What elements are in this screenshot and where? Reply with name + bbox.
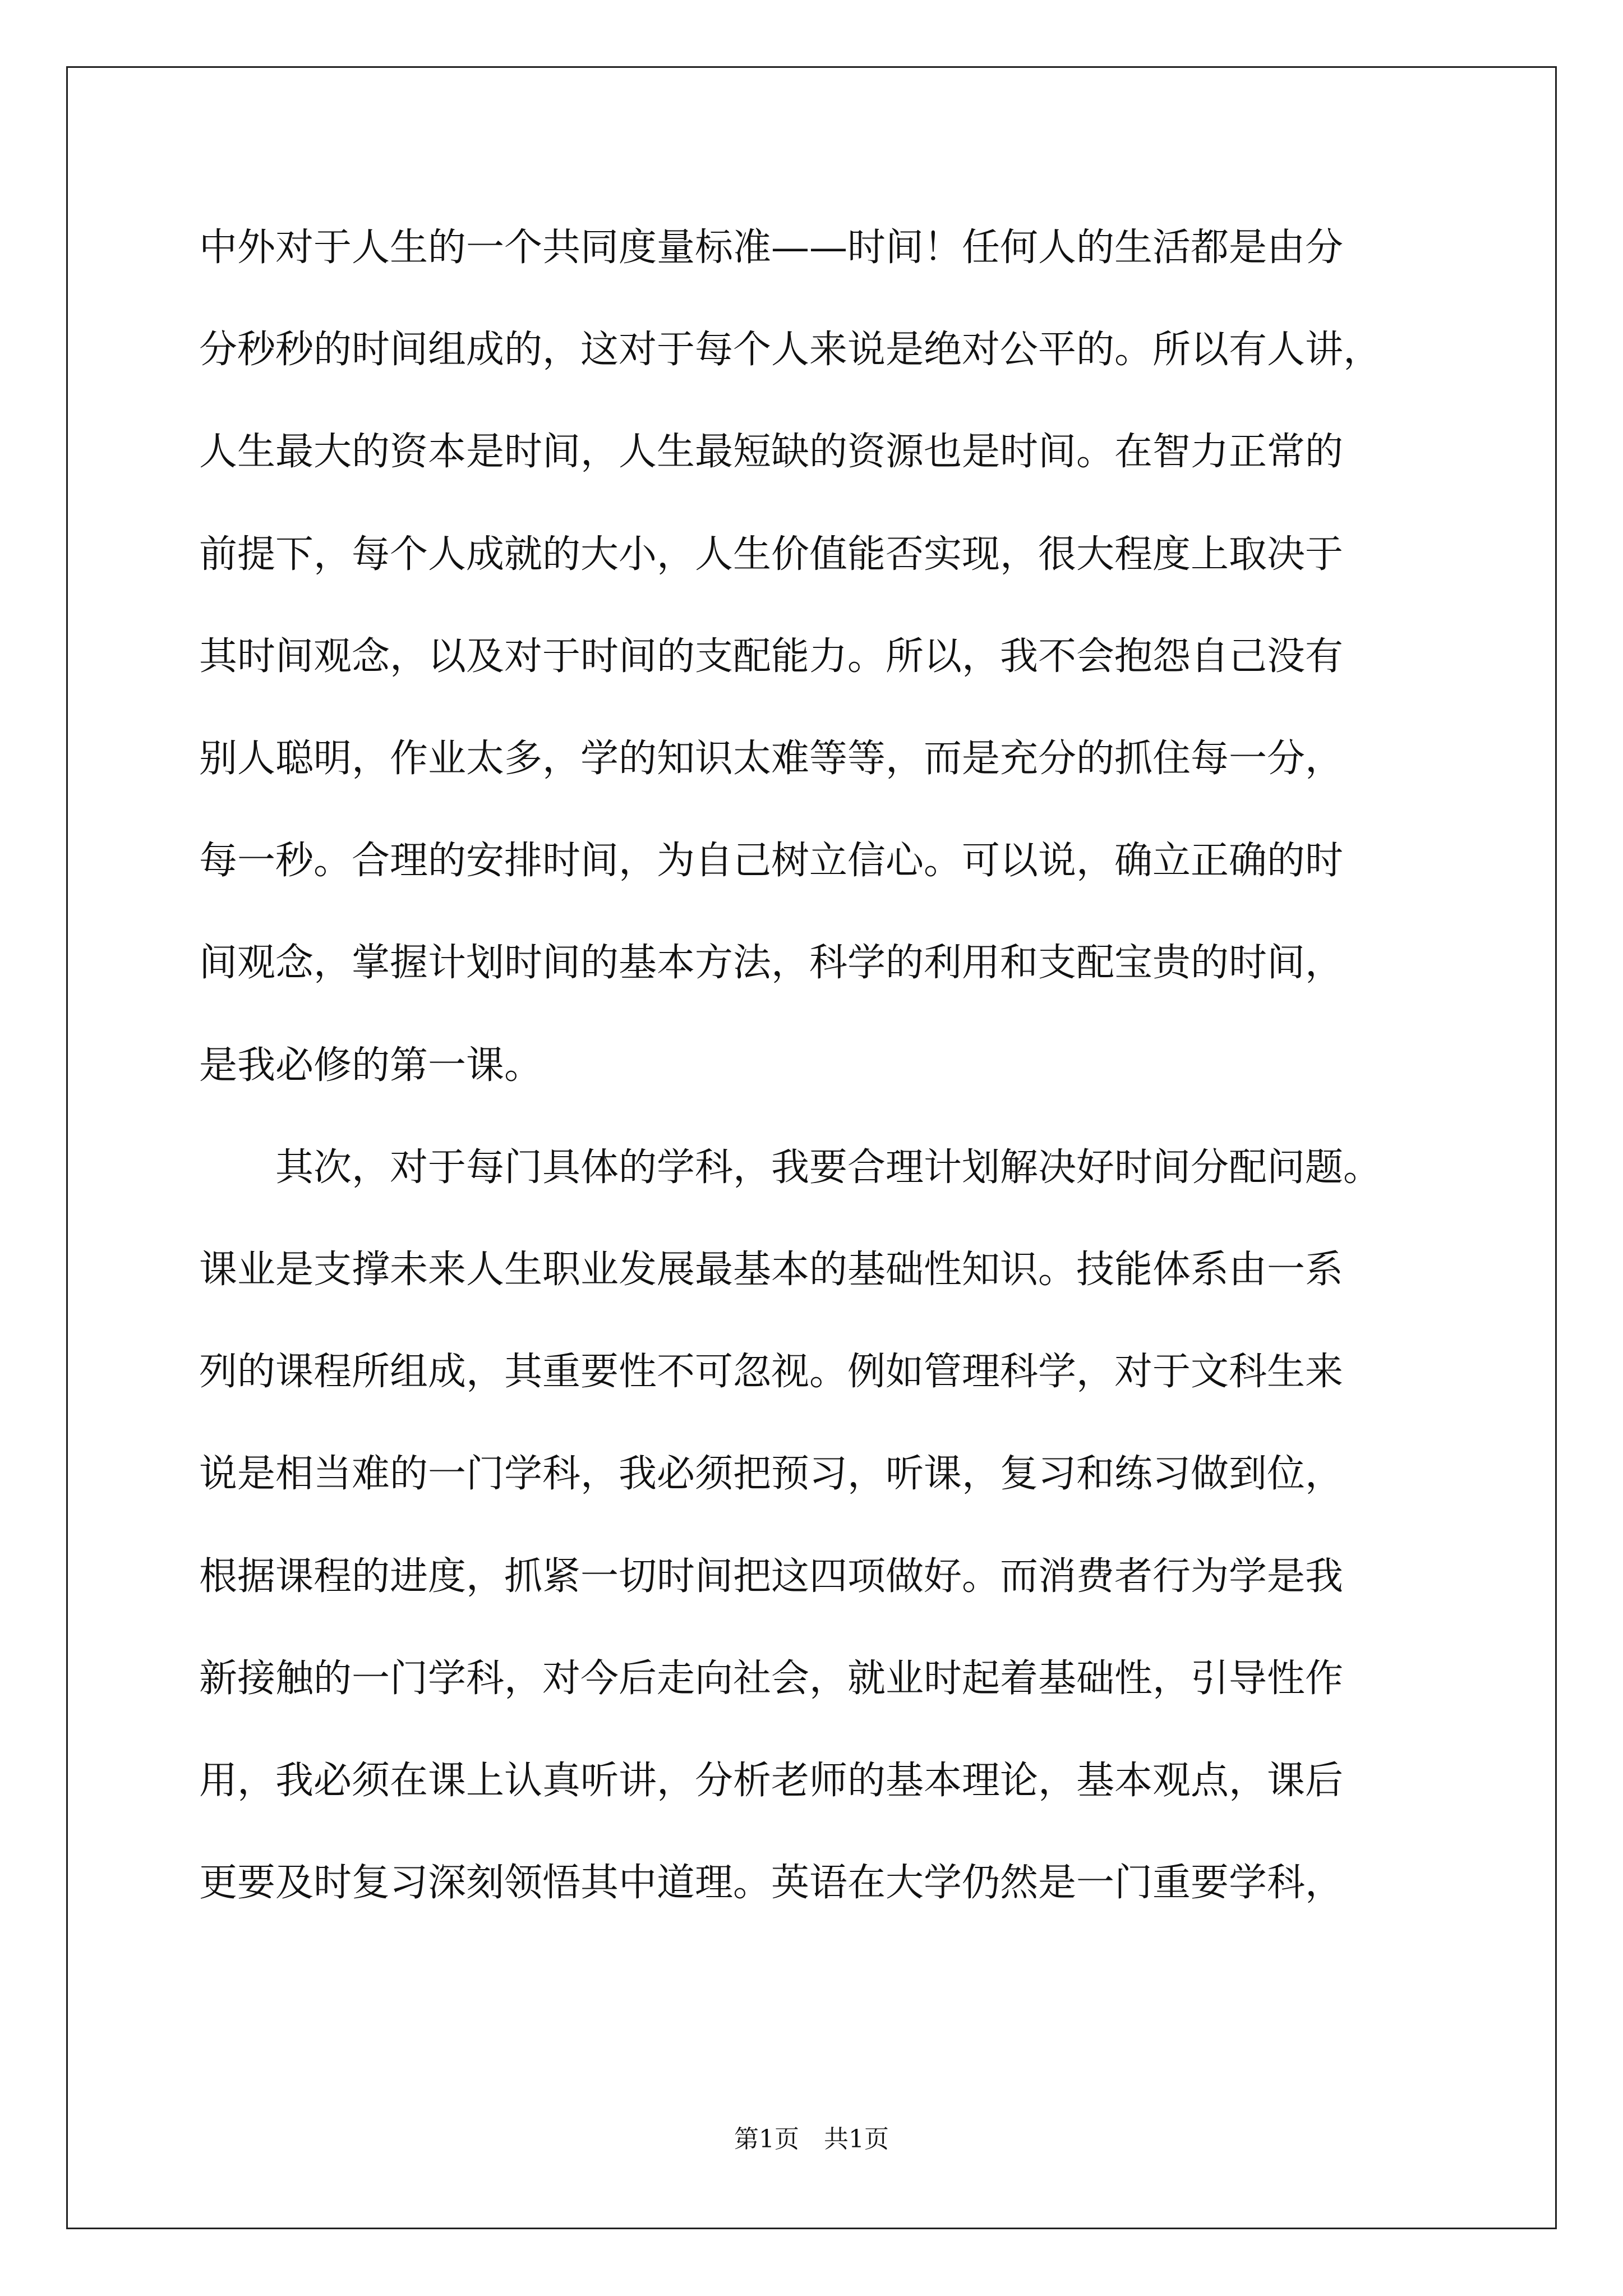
body-text-line: 其时间观念，以及对于时间的支配能力。所以，我不会抱怨自己没有	[199, 634, 1344, 679]
body-text-line: 更要及时复习深刻领悟其中道理。英语在大学仍然是一门重要学科，	[199, 1861, 1344, 1905]
body-text-line: 新接触的一门学科，对今后走向社会，就业时起着基础性，引导性作	[199, 1657, 1344, 1701]
body-text-line: 根据课程的进度，抓紧一切时间把这四项做好。而消费者行为学是我	[199, 1554, 1344, 1599]
body-text-line: 说是相当难的一门学科，我必须把预习，听课，复习和练习做到位，	[199, 1452, 1344, 1496]
body-text-line: 间观念，掌握计划时间的基本方法，科学的利用和支配宝贵的时间，	[199, 941, 1344, 985]
body-text-line: 前提下，每个人成就的大小，人生价值能否实现，很大程度上取决于	[199, 532, 1344, 577]
body-text-line: 用，我必须在课上认真听讲，分析老师的基本理论，基本观点，课后	[199, 1759, 1344, 1803]
body-text-line: 分秒秒的时间组成的，这对于每个人来说是绝对公平的。所以有人讲，	[199, 328, 1382, 372]
body-text-line: 课业是支撑未来人生职业发展最基本的基础性知识。技能体系由一系	[199, 1248, 1344, 1292]
body-text-line: 中外对于人生的一个共同度量标准——时间！任何人的生活都是由分	[199, 226, 1344, 270]
body-text-line: 是我必修的第一课。	[199, 1043, 543, 1088]
page-number-footer: 第1页 共1页	[734, 2125, 889, 2154]
body-text-line: 每一秒。合理的安排时间，为自己树立信心。可以说，确立正确的时	[199, 839, 1344, 883]
body-text-line: 列的课程所组成，其重要性不可忽视。例如管理科学，对于文科生来	[199, 1350, 1344, 1394]
body-text-line: 其次，对于每门具体的学科，我要合理计划解决好时间分配问题。	[199, 1145, 1382, 1190]
body-text-line: 别人聪明，作业太多，学的知识太难等等，而是充分的抓住每一分，	[199, 737, 1344, 781]
body-text-line: 人生最大的资本是时间，人生最短缺的资源也是时间。在智力正常的	[199, 430, 1344, 474]
